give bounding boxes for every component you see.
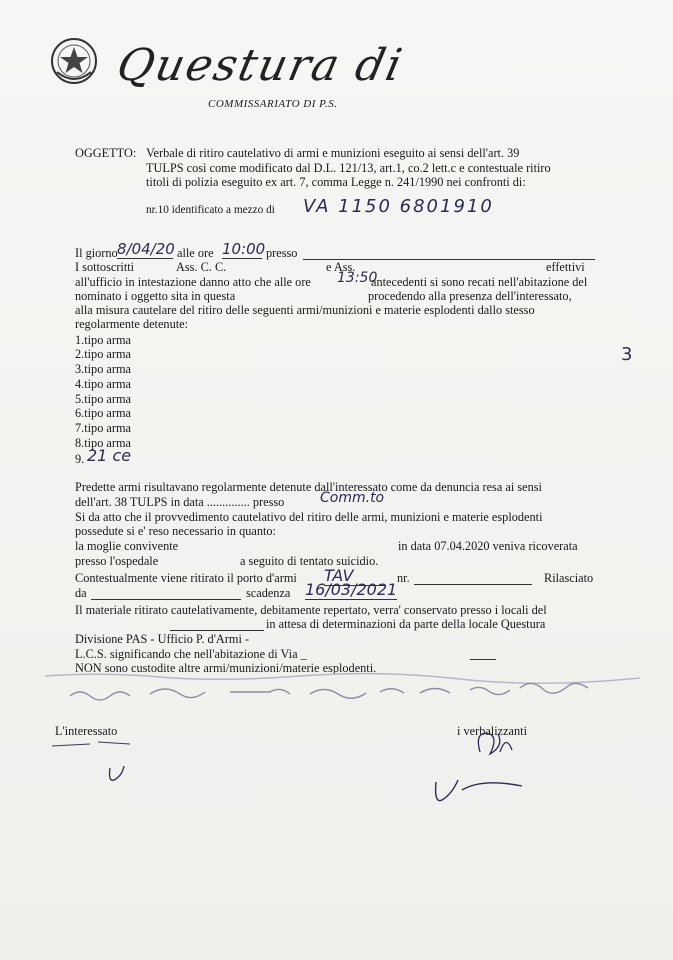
para2-line-10: in attesa di determinazioni da parte della locale Questura — [266, 617, 546, 631]
body-line-2d: effettivi — [546, 260, 585, 274]
body-line-3-hour: 13:50 — [337, 270, 378, 286]
para2-line-1: Predette armi risultavano regolarmente detenute dall'interessato come da denuncia resa ai sensi — [75, 480, 542, 494]
weapon-item-9-label: 9. — [75, 452, 85, 466]
weapon-item: 7.tipo arma — [75, 421, 132, 435]
body-line-4a: nominato i oggetto sita in questa — [75, 289, 236, 303]
porto-number-line — [414, 584, 532, 585]
subject-line-1: Verbale di ritiro cautelativo di armi e munizioni eseguito ai sensi dell'art. 39 — [146, 146, 520, 160]
margin-note: 3 — [621, 344, 633, 365]
weapon-item: 4.tipo arma — [75, 377, 132, 391]
para2-line-7c: Rilasciato — [544, 571, 594, 585]
handwritten-scribble — [40, 668, 660, 718]
italian-republic-emblem-icon — [49, 36, 99, 86]
para2-line-9: Il materiale ritirato cautelativamente, debitamente repertato, verra' conservato presso i locali del — [75, 603, 547, 617]
signature-label-officers: i verbalizzanti — [457, 724, 527, 738]
para2-line-7b: nr. — [397, 571, 410, 585]
weapon-item: 8.tipo arma — [75, 436, 132, 450]
giorno-value: 8/04/20 — [117, 240, 175, 258]
para2-line-5b: in data 07.04.2020 veniva ricoverata — [398, 539, 578, 553]
para2-line-11: Divisione PAS - Ufficio P. d'Armi - — [75, 632, 250, 646]
signature-officers — [430, 712, 550, 812]
para2-line-6b: a seguito di tentato suicidio. — [240, 554, 379, 568]
weapon-item-9-value: 21 ce — [87, 446, 132, 465]
body-line-2a: I sottoscritti — [75, 260, 135, 274]
issued-by-line — [91, 599, 241, 600]
para2-line-4: possedute si e' reso necessario in quanto: — [75, 524, 276, 538]
body-line-2b: Ass. C. C. — [176, 260, 227, 274]
para2-line-2: dell'art. 38 TULPS in data .............. presso — [75, 495, 285, 509]
office-title: Questura di — [112, 40, 408, 91]
weapon-item: 3.tipo arma — [75, 362, 132, 376]
body-line-4b: procedendo alla presenza dell'interessato, — [368, 289, 572, 303]
para2-line-7a: Contestualmente viene ritirato il porto d'armi — [75, 571, 297, 585]
para2-line-5a: la moglie convivente — [75, 539, 179, 553]
weapon-item: 6.tipo arma — [75, 406, 132, 420]
subject-line-4: nr.10 identificato a mezzo di — [146, 204, 275, 216]
body-line-2c: e Ass. — [326, 260, 356, 274]
handwritten-id-document: VA 1150 6801910 — [303, 196, 494, 217]
body-line-6: regolarmente detenute: — [75, 317, 189, 331]
para2-line-7-hand: TAV — [324, 566, 386, 586]
ore-label: alle ore — [177, 246, 214, 260]
signature-label-interested: L'interessato — [55, 724, 118, 738]
para2-line-8b: scadenza — [246, 586, 291, 600]
weapon-item: 1.tipo arma — [75, 333, 132, 347]
para2-line-13: NON sono custodite altre armi/munizioni/materie esplodenti. — [75, 661, 377, 675]
signature-interested — [50, 732, 180, 792]
body-line-5: alla misura cautelare del ritiro delle seguenti armi/munizioni e materie esplodenti dallo stesso — [75, 303, 535, 317]
ore-value: 10:00 — [222, 240, 266, 258]
para2-line-8-hand: 16/03/2021 — [305, 580, 398, 599]
para2-line-2-hand: Comm.to — [320, 490, 385, 506]
weapon-item: 2.tipo arma — [75, 347, 132, 361]
para2-line-12: L.C.S. significando che nell'abitazione di Via _ — [75, 647, 307, 661]
para2-line-6a: presso l'ospedale — [75, 554, 159, 568]
subject-line-3: titoli di polizia eseguito ex art. 7, comma Legge n. 241/1990 nei confronti di: — [146, 175, 526, 189]
address-line — [470, 659, 496, 660]
weapon-item: 5.tipo arma — [75, 392, 132, 406]
giorno-label: Il giorno — [75, 246, 118, 260]
body-line-3a: all'ufficio in intestazione danno atto che alle ore — [75, 275, 311, 289]
subject-line-2: TULPS così come modificato dal D.L. 121/13, art.1, co.2 lett.c e contestuale ritiro — [146, 161, 551, 175]
para2-line-3: Si da atto che il provvedimento cautelativo del ritiro delle armi, munizioni e materie esplodenti — [75, 510, 543, 524]
para2-line-8a: da — [75, 586, 87, 600]
body-line-3b: antecedenti si sono recati nell'abitazione del — [371, 275, 588, 289]
office-subtitle: COMMISSARIATO DI P.S. — [208, 98, 338, 110]
subject-label: OGGETTO: — [75, 146, 137, 160]
presso-label: presso — [266, 246, 298, 260]
location-line — [170, 630, 264, 631]
